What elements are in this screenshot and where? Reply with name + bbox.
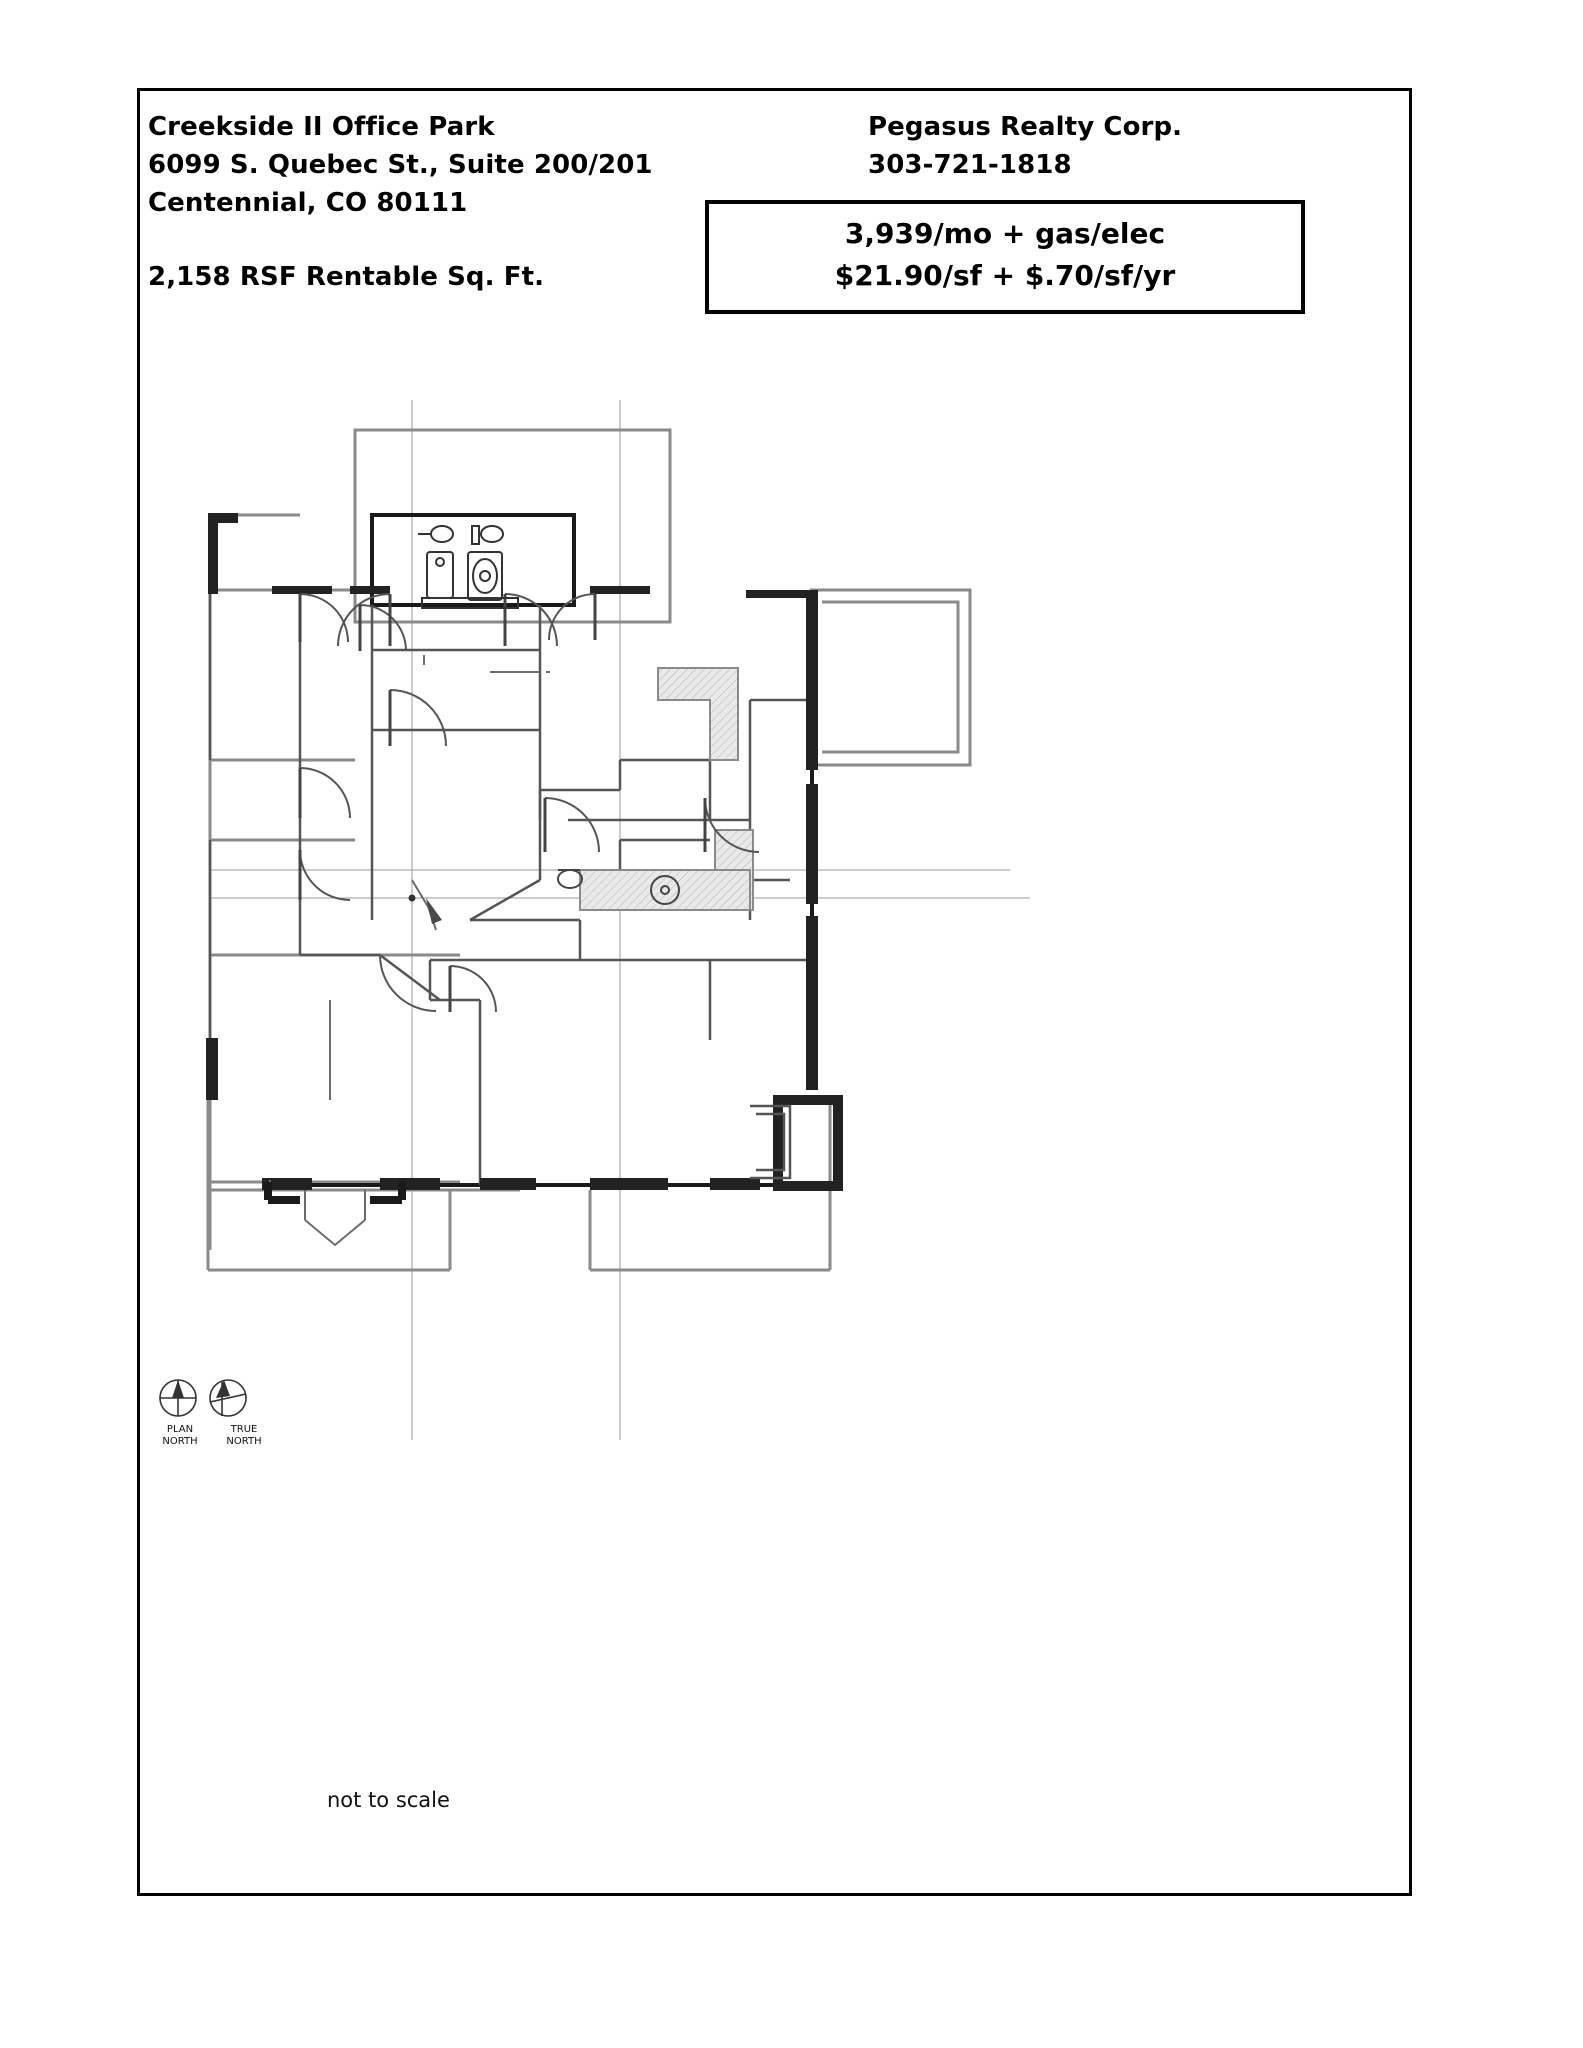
plan-north-icon: [160, 1380, 196, 1416]
misc-detail-lines: [270, 650, 550, 1245]
plan-north-line2: NORTH: [162, 1436, 198, 1447]
floor-plan-drawing: [150, 400, 1270, 1470]
true-north-line2: NORTH: [226, 1436, 262, 1447]
monthly-rate: 3,939/mo + gas/elec: [844, 217, 1166, 250]
property-address: 6099 S. Quebec St., Suite 200/201: [148, 150, 653, 180]
floor-plan-svg: [150, 400, 1270, 1470]
door-swings: [300, 594, 759, 1012]
north-arrow-labels: [152, 1424, 272, 1448]
broker-info-block: [868, 108, 1338, 184]
broker-phone: 303-721-1818: [868, 150, 1072, 180]
true-north-label: [216, 1424, 272, 1448]
lower-exterior-walls: [208, 1037, 830, 1270]
building-shell-walls: [210, 430, 970, 1250]
not-to-scale-note: not to scale: [327, 1788, 450, 1812]
door-leaves: [300, 594, 705, 1012]
north-arrow-group: [152, 1372, 272, 1452]
stair-element: [750, 1106, 790, 1178]
broker-name: Pegasus Realty Corp.: [868, 112, 1183, 142]
true-north-icon: [210, 1380, 246, 1416]
price-box: [705, 200, 1305, 314]
property-city-state-zip: Centennial, CO 80111: [148, 188, 468, 218]
rentable-square-feet: 2,158 RSF Rentable Sq. Ft.: [148, 262, 545, 292]
annual-rate: $21.90/sf + $.70/sf/yr: [834, 259, 1176, 292]
north-arrow-icons: [152, 1372, 272, 1424]
construction-gridlines: [210, 400, 1030, 1440]
property-info-block: [148, 108, 788, 296]
plan-north-label: [152, 1424, 208, 1448]
restroom-fixtures: [418, 526, 518, 608]
plan-north-line1: PLAN: [166, 1424, 194, 1435]
property-name: Creekside II Office Park: [148, 112, 495, 142]
true-north-line1: TRUE: [230, 1424, 258, 1435]
